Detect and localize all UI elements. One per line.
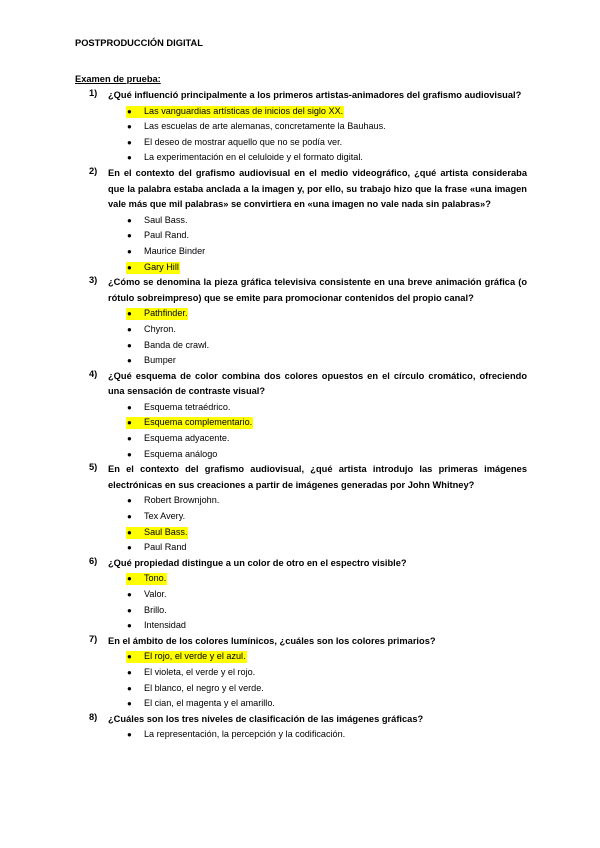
answer-option-correct [0,649,600,665]
answer-option-text: Maurice Binder [144,245,206,256]
answer-option-text: Valor. [144,589,167,599]
answer-option-text: Pathfinder. [144,308,188,319]
answer-option [0,119,600,135]
answer-option-text: Las vanguardias artísticas de inicios del siglo XX. [144,105,344,116]
answer-option-text: Paul Rand. [144,230,189,241]
answer-option [0,353,600,369]
document-title: POSTPRODUCCIÓN DIGITAL [75,38,203,48]
question-text: ¿Qué esquema de color combina dos colores opuestos en el círculo cromático, ofreciendo una sensación de contraste visual? [108,370,527,397]
bullet-icon: ● [127,122,132,132]
bullet-icon: ● [127,683,132,693]
question-list [0,88,600,743]
bullet-icon: ● [127,262,132,272]
answer-option [0,150,600,166]
answer-option-text: Saul Bass. [144,526,188,537]
bullet-icon: ● [127,667,132,677]
answer-option [0,493,600,509]
bullet-icon: ● [127,309,132,319]
question-text: ¿Qué propiedad distingue a un color de otro en el espectro visible? [108,557,407,568]
answer-option [0,681,600,697]
bullet-icon: ● [127,527,132,537]
answer-option-text: Las escuelas de arte alemanas, concretamente la Bauhaus. [144,121,386,132]
answer-option-text: El rojo, el verde y el azul. [144,651,246,662]
answer-option [0,431,600,447]
answer-option-text: El violeta, el verde y el rojo. [144,666,256,677]
bullet-icon: ● [127,496,132,506]
answer-option [0,338,600,354]
answer-option-text: Chyron. [144,323,176,334]
answer-option-text: Esquema tetraédrico. [144,401,231,412]
question-text: En el contexto del grafismo audiovisual en el medio videográfico, ¿qué artista consideraba que la palabra estaba anclada a la imagen y, por ello, su trabajo hizo que la frase «una imagen vale más que mil palabras» se convirtiera en «una imagen no vale nada sin palabras»? [108,167,527,210]
question-item [0,556,600,634]
question-number: 2) [89,165,98,176]
bullet-icon: ● [127,590,132,599]
bullet-icon: ● [127,699,132,709]
bullet-icon: ● [127,231,132,241]
answer-option-text: Bumper [144,355,176,366]
question-item [0,166,600,275]
answer-option-text: La experimentación en el celuloide y el formato digital. [144,152,363,163]
answer-option-text: Tex Avery. [144,511,186,522]
answer-option-text: Intensidad [144,620,186,631]
question-text: ¿Cuáles son los tres niveles de clasificación de las imágenes gráficas? [108,713,424,724]
answer-options [0,306,600,368]
answer-option-text: Esquema análogo [144,448,218,459]
bullet-icon: ● [127,574,132,584]
answer-option-text: La representación, la percepción y la codificación. [144,729,346,740]
bullet-icon: ● [127,621,132,631]
bullet-icon: ● [127,512,132,522]
answer-option-correct [0,260,600,276]
answer-option-text: Banda de crawl. [144,339,210,350]
bullet-icon: ● [127,215,132,225]
bullet-icon: ● [127,730,132,740]
bullet-icon: ● [127,137,132,147]
bullet-icon: ● [127,402,132,412]
bullet-icon: ● [127,246,132,256]
answer-options [0,649,600,711]
answer-options [0,727,600,743]
answer-option [0,540,600,556]
answer-option-text: Paul Rand [144,542,187,553]
question-text: En el contexto del grafismo audiovisual, ¿qué artista introdujo las primeras imágenes electrónicas en sus creaciones a partir de imágenes generadas por John Whitney? [108,464,527,490]
document-subtitle: Examen de prueba: [75,74,161,84]
bullet-icon: ● [127,153,132,163]
question-item [0,88,600,166]
question-number: 6) [89,555,98,566]
answer-option-correct [0,104,600,120]
question-item [0,275,600,369]
answer-options [0,571,600,633]
answer-option-text: El blanco, el negro y el verde. [144,682,264,693]
question-text: En el ámbito de los colores lumínicos, ¿cuáles son los colores primarios? [108,635,436,646]
question-number: 3) [89,275,98,286]
bullet-icon: ● [127,418,132,428]
answer-option-text: Robert Brownjohn. [144,495,220,506]
answer-option-text: Brillo. [144,604,167,615]
bullet-icon: ● [127,324,132,334]
bullet-icon: ● [127,449,132,459]
answer-option-correct [0,525,600,541]
answer-option-text: El cian, el magenta y el amarillo. [144,698,275,709]
answer-option [0,509,600,525]
answer-option [0,603,600,619]
answer-option-text: Gary Hill [144,261,179,272]
answer-option-correct [0,306,600,322]
answer-option [0,322,600,338]
answer-option [0,213,600,229]
answer-option [0,696,600,712]
answer-option-text: Esquema complementario. [144,417,253,428]
bullet-icon: ● [127,605,132,615]
bullet-icon: ● [127,356,132,366]
question-number: 8) [89,711,98,722]
answer-option [0,244,600,260]
answer-option [0,618,600,634]
question-item [0,462,600,556]
answer-options [0,493,600,555]
question-number: 5) [89,462,98,473]
answer-option [0,447,600,463]
answer-option-correct [0,415,600,431]
question-text: ¿Qué influenció principalmente a los primeros artistas-animadores del grafismo audiovisual? [108,90,522,100]
answer-option [0,135,600,151]
answer-option-text: Saul Bass. [144,214,188,225]
bullet-icon: ● [127,652,132,662]
bullet-icon: ● [127,543,132,553]
question-item [0,712,600,743]
answer-option-text: Esquema adyacente. [144,433,230,444]
question-item [0,369,600,463]
question-number: 4) [89,368,98,379]
bullet-icon: ● [127,106,132,116]
question-number: 1) [89,88,98,98]
answer-option [0,400,600,416]
answer-option [0,665,600,681]
question-text: ¿Cómo se denomina la pieza gráfica televisiva consistente en una breve animación gráfica (o rótulo sobreimpreso) que se emite para promocionar contenidos del propio canal? [108,277,527,303]
answer-options [0,213,600,275]
answer-option-correct [0,571,600,587]
answer-option [0,587,600,603]
bullet-icon: ● [127,340,132,350]
question-item [0,634,600,712]
answer-option [0,727,600,743]
answer-option-text: Tono. [144,573,167,584]
question-number: 7) [89,633,98,644]
answer-option-text: El deseo de mostrar aquello que no se podía ver. [144,136,343,147]
answer-option [0,228,600,244]
bullet-icon: ● [127,434,132,444]
answer-options [0,104,600,166]
answer-options [0,400,600,462]
